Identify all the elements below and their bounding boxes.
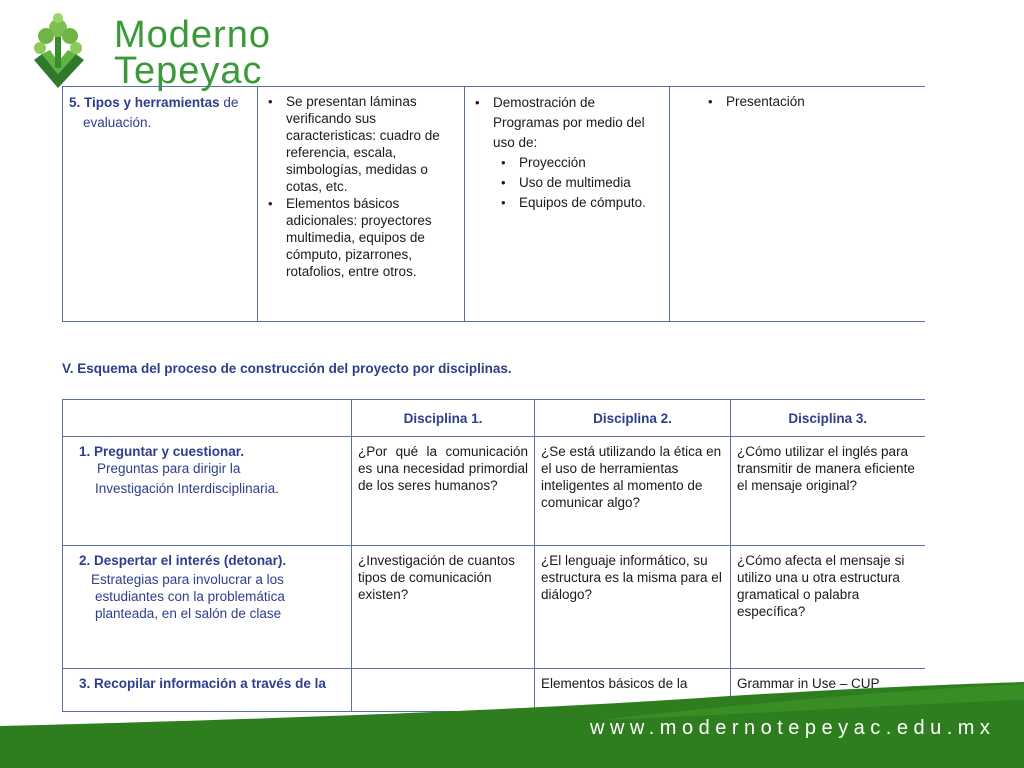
presentation-cell (670, 87, 925, 322)
discipline-cell: ¿Se está utilizando la ética en el uso de herramientas inteligentes al momento de comunicar algo? (535, 437, 731, 546)
step-subtitle: planteada, en el salón de clase (95, 606, 282, 621)
discipline-cell: ¿Por qué la comunicación es una necesidad primordial de los seres humanos? (352, 437, 535, 546)
table-row (63, 546, 925, 669)
discipline-cell: ¿Cómo afecta el mensaje si utilizo una u otra estructura gramatical o palabra específica? (731, 546, 925, 669)
list-item: • Equipos de cómputo. (519, 193, 663, 213)
list-item: • Demostración de Programas por medio del uso de: (493, 93, 663, 153)
demonstration-cell (465, 87, 670, 322)
disciplines-table (62, 399, 925, 712)
item-title-rest: de (219, 95, 239, 110)
header-discipline-3: Disciplina 3. (731, 400, 925, 437)
header-discipline-2: Disciplina 2. (535, 400, 731, 437)
school-logo (28, 12, 318, 92)
list-item: • Uso de multimedia (519, 173, 663, 193)
section-title: V. Esquema del proceso de construcción del proyecto por disciplinas. (62, 361, 512, 376)
header-discipline-1: Disciplina 1. (352, 400, 535, 437)
evaluation-label-cell (63, 87, 258, 322)
step-title: 2. Despertar el interés (detonar). (79, 553, 287, 568)
step-title: 3. Recopilar información a través de la (79, 676, 326, 691)
step-subtitle: Estrategias para involucrar a los (91, 572, 284, 587)
list-item: • Proyección (519, 153, 663, 173)
list-item: • Elementos básicos adicionales: proyectores multimedia, equipos de cómputo, pizarrones, rotafolios, entre otros. (286, 195, 458, 280)
item-title-line2: evaluación. (83, 115, 152, 130)
table-row (63, 437, 925, 546)
logo-text-tepeyac: Tepeyac (114, 50, 263, 92)
list-item: • Presentación (726, 93, 919, 110)
table-header-row (63, 400, 925, 437)
table-row (63, 87, 925, 322)
item-title: Tipos y herramientas (84, 95, 220, 110)
discipline-cell: ¿Investigación de cuantos tipos de comunicación existen? (352, 546, 535, 669)
step-cell (63, 437, 352, 546)
step-subtitle: Preguntas para dirigir la (97, 461, 241, 476)
step-title: 1. Preguntar y cuestionar. (79, 444, 245, 459)
step-subtitle: Investigación Interdisciplinaria. (95, 481, 279, 496)
discipline-cell: ¿El lenguaje informático, su estructura es la misma para el diálogo? (535, 546, 731, 669)
evaluation-table (62, 86, 925, 322)
list-item: • Se presentan láminas verificando sus caracteristicas: cuadro de referencia, escala, simbologías, medidas o cotas, etc. (286, 93, 458, 195)
discipline-cell: Grammar in Use – CUP (731, 669, 925, 712)
step-cell (63, 546, 352, 669)
website-url-link[interactable]: www.modernotepeyac.edu.mx (590, 717, 996, 739)
discipline-cell: Elementos básicos de la (535, 669, 731, 712)
discipline-cell: ¿Cómo utilizar el inglés para transmitir de manera eficiente el mensaje original? (731, 437, 925, 546)
item-number: 5. (69, 95, 81, 110)
step-subtitle: estudiantes con la problemática (95, 589, 285, 604)
evaluation-tools-cell (258, 87, 465, 322)
tree-logo-icon (28, 12, 108, 92)
header-cell-empty (63, 400, 352, 437)
logo-text-moderno: Moderno (114, 14, 271, 56)
